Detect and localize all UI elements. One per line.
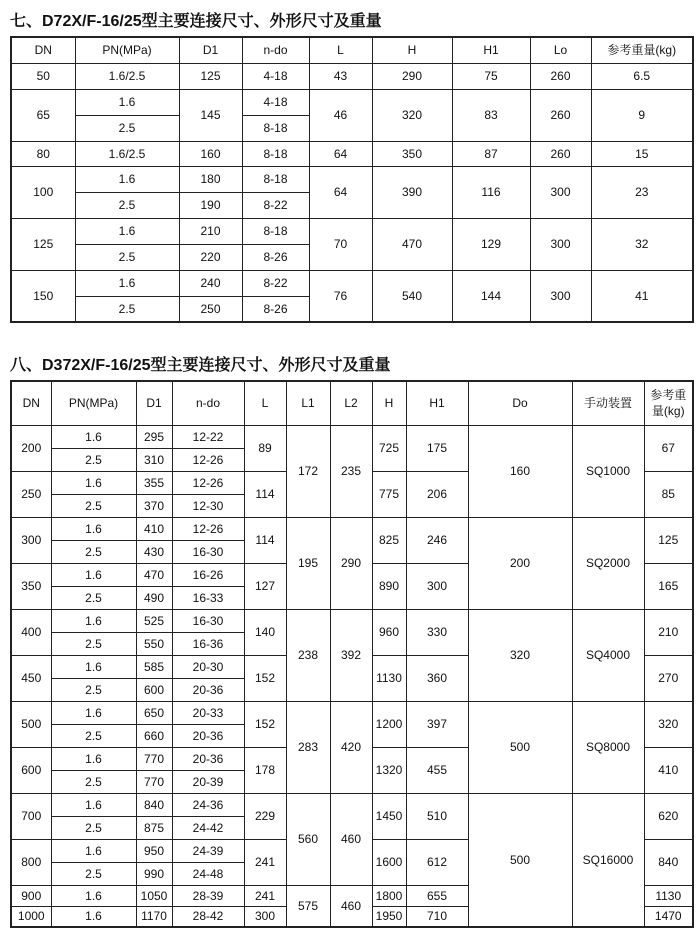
column-header: 参考重量(kg): [644, 381, 693, 425]
table-cell: 6.5: [591, 63, 693, 89]
table-cell: 455: [406, 747, 468, 793]
table-cell: SQ16000: [572, 793, 644, 927]
table-cell: 20-36: [172, 747, 244, 770]
table-cell: 770: [136, 747, 172, 770]
column-header: Do: [468, 381, 572, 425]
table-cell: 450: [11, 655, 51, 701]
table-cell: 1.6: [51, 885, 136, 906]
table-cell: 114: [244, 517, 286, 563]
table-cell: 500: [468, 701, 572, 793]
table-cell: 160: [179, 141, 242, 166]
table-cell: 12-22: [172, 425, 244, 448]
table-cell: 190: [179, 192, 242, 218]
table-cell: 320: [468, 609, 572, 701]
table-cell: 600: [11, 747, 51, 793]
table-cell: 200: [11, 425, 51, 471]
table-cell: 2.5: [51, 862, 136, 885]
table-cell: 2.5: [51, 678, 136, 701]
table-cell: 2.5: [51, 540, 136, 563]
table-cell: 8-26: [242, 244, 309, 270]
column-header: PN(MPa): [51, 381, 136, 425]
column-header: L: [309, 37, 372, 63]
table-cell: 235: [330, 425, 372, 517]
table-cell: 116: [452, 166, 530, 218]
table-cell: 8-22: [242, 192, 309, 218]
table-cell: 550: [136, 632, 172, 655]
table-cell: 300: [244, 906, 286, 927]
table-cell: 210: [179, 218, 242, 244]
table-cell: 20-36: [172, 724, 244, 747]
table-cell: 241: [244, 839, 286, 885]
table-cell: 1130: [644, 885, 693, 906]
table-cell: 2.5: [51, 770, 136, 793]
table-cell: 600: [136, 678, 172, 701]
table-cell: 64: [309, 141, 372, 166]
table-cell: 360: [406, 655, 468, 701]
table-cell: 12-26: [172, 448, 244, 471]
table-cell: 370: [136, 494, 172, 517]
table-cell: 310: [136, 448, 172, 471]
table-row: [11, 141, 693, 166]
table-cell: 355: [136, 471, 172, 494]
table-cell: 20-33: [172, 701, 244, 724]
column-header: DN: [11, 37, 75, 63]
table-cell: 178: [244, 747, 286, 793]
table-cell: SQ4000: [572, 609, 644, 701]
column-header: 参考重量(kg): [591, 37, 693, 63]
table-cell: 320: [644, 701, 693, 747]
table-cell: 125: [11, 218, 75, 270]
table-cell: 260: [530, 63, 591, 89]
table-cell: 70: [309, 218, 372, 270]
column-header: n-do: [172, 381, 244, 425]
table-cell: 16-30: [172, 540, 244, 563]
table-cell: 125: [644, 517, 693, 563]
table-cell: SQ1000: [572, 425, 644, 517]
table-cell: 240: [179, 270, 242, 296]
section8-title: 八、D372X/F-16/25型主要连接尺寸、外形尺寸及重量: [10, 357, 391, 374]
column-header: n-do: [242, 37, 309, 63]
table-cell: 1.6: [75, 166, 179, 192]
table-cell: 560: [286, 793, 330, 885]
table-cell: 1.6: [51, 655, 136, 678]
column-header: PN(MPa): [75, 37, 179, 63]
table-cell: 1000: [11, 906, 51, 927]
table-d72x: [10, 36, 694, 323]
table-cell: 840: [644, 839, 693, 885]
table-cell: 1050: [136, 885, 172, 906]
table-cell: 470: [136, 563, 172, 586]
header-row: [11, 381, 693, 425]
table-cell: 16-30: [172, 609, 244, 632]
table-cell: 840: [136, 793, 172, 816]
table-cell: 20-36: [172, 678, 244, 701]
table-row: [11, 701, 693, 724]
table-cell: 1450: [372, 793, 406, 839]
table-cell: 41: [591, 270, 693, 322]
table-cell: 500: [468, 793, 572, 927]
table-cell: 4-18: [242, 63, 309, 89]
table-cell: 175: [406, 425, 468, 471]
table-cell: 1.6/2.5: [75, 63, 179, 89]
table-cell: 250: [11, 471, 51, 517]
table-cell: 144: [452, 270, 530, 322]
table-cell: 1600: [372, 839, 406, 885]
table-cell: 612: [406, 839, 468, 885]
table-cell: 1.6: [51, 747, 136, 770]
table-cell: 87: [452, 141, 530, 166]
table-cell: 290: [330, 517, 372, 609]
table-cell: 43: [309, 63, 372, 89]
table-cell: 585: [136, 655, 172, 678]
table-cell: 2.5: [51, 586, 136, 609]
table-cell: 160: [468, 425, 572, 517]
table-cell: 1800: [372, 885, 406, 906]
table-cell: 210: [644, 609, 693, 655]
table-cell: 1.6: [51, 517, 136, 540]
table-cell: 28-42: [172, 906, 244, 927]
table-cell: 150: [11, 270, 75, 322]
column-header: H: [372, 37, 452, 63]
table-cell: 300: [11, 517, 51, 563]
table-cell: 950: [136, 839, 172, 862]
table-cell: 32: [591, 218, 693, 270]
column-header: L: [244, 381, 286, 425]
table-cell: 392: [330, 609, 372, 701]
column-header: D1: [136, 381, 172, 425]
table-cell: 1.6: [75, 270, 179, 296]
table-cell: 410: [136, 517, 172, 540]
table-cell: 1.6: [51, 906, 136, 927]
table-row: [11, 89, 693, 115]
table-cell: 229: [244, 793, 286, 839]
table-cell: 660: [136, 724, 172, 747]
table-cell: 525: [136, 609, 172, 632]
table-cell: 420: [330, 701, 372, 793]
table-cell: 700: [11, 793, 51, 839]
table-row: [11, 270, 693, 296]
table-cell: 50: [11, 63, 75, 89]
table-cell: 1170: [136, 906, 172, 927]
table-cell: 300: [406, 563, 468, 609]
table-cell: 400: [11, 609, 51, 655]
table-cell: 1.6: [51, 793, 136, 816]
table-cell: 46: [309, 89, 372, 141]
table-cell: 1.6: [75, 89, 179, 115]
table-cell: 80: [11, 141, 75, 166]
table-cell: 180: [179, 166, 242, 192]
table-cell: 2.5: [51, 448, 136, 471]
table-cell: 12-26: [172, 517, 244, 540]
table-cell: 23: [591, 166, 693, 218]
table-cell: 2.5: [75, 192, 179, 218]
table-cell: 330: [406, 609, 468, 655]
table-cell: 76: [309, 270, 372, 322]
column-header: L1: [286, 381, 330, 425]
table-cell: 172: [286, 425, 330, 517]
table-cell: 9: [591, 89, 693, 141]
table-cell: 127: [244, 563, 286, 609]
table-cell: 2.5: [75, 115, 179, 141]
table-cell: 24-48: [172, 862, 244, 885]
table-cell: 4-18: [242, 89, 309, 115]
table-d372x: [10, 380, 694, 928]
table-cell: 2.5: [51, 724, 136, 747]
table-cell: 8-22: [242, 270, 309, 296]
table-cell: 8-18: [242, 115, 309, 141]
header-row: [11, 37, 693, 63]
table-cell: 1.6: [51, 563, 136, 586]
table-cell: SQ8000: [572, 701, 644, 793]
table-cell: 152: [244, 701, 286, 747]
table-cell: 390: [372, 166, 452, 218]
table-cell: 145: [179, 89, 242, 141]
table-cell: 260: [530, 141, 591, 166]
table-cell: 16-33: [172, 586, 244, 609]
table-cell: 85: [644, 471, 693, 517]
table-cell: 295: [136, 425, 172, 448]
table-cell: 8-26: [242, 296, 309, 322]
table-cell: 125: [179, 63, 242, 89]
column-header: Lo: [530, 37, 591, 63]
table-cell: 260: [530, 89, 591, 141]
table-cell: 500: [11, 701, 51, 747]
table-cell: 195: [286, 517, 330, 609]
table-row: [11, 63, 693, 89]
table-cell: 397: [406, 701, 468, 747]
table-cell: 540: [372, 270, 452, 322]
table-cell: 15: [591, 141, 693, 166]
table-cell: 16-26: [172, 563, 244, 586]
table-cell: 2.5: [51, 816, 136, 839]
table-cell: 2.5: [51, 632, 136, 655]
table-cell: 1320: [372, 747, 406, 793]
table-cell: 2.5: [75, 244, 179, 270]
table-cell: 89: [244, 425, 286, 471]
column-header: D1: [179, 37, 242, 63]
table-cell: 200: [468, 517, 572, 609]
table-cell: 8-18: [242, 141, 309, 166]
table-cell: 1200: [372, 701, 406, 747]
table-row: [11, 218, 693, 244]
table-cell: 1470: [644, 906, 693, 927]
table-cell: 238: [286, 609, 330, 701]
table-cell: 152: [244, 655, 286, 701]
column-header: H1: [406, 381, 468, 425]
table-cell: 1950: [372, 906, 406, 927]
table-cell: 575: [286, 885, 330, 927]
table-cell: 725: [372, 425, 406, 471]
table-cell: 28-39: [172, 885, 244, 906]
table-cell: 620: [644, 793, 693, 839]
table-cell: 875: [136, 816, 172, 839]
table-cell: 114: [244, 471, 286, 517]
table-cell: 83: [452, 89, 530, 141]
table-cell: 165: [644, 563, 693, 609]
table-row: [11, 609, 693, 632]
table-cell: 300: [530, 166, 591, 218]
table-cell: 67: [644, 425, 693, 471]
table-cell: 510: [406, 793, 468, 839]
table-cell: 20-30: [172, 655, 244, 678]
table-cell: 1.6: [51, 609, 136, 632]
table-cell: 460: [330, 885, 372, 927]
table-cell: 206: [406, 471, 468, 517]
table-cell: 64: [309, 166, 372, 218]
table-cell: 490: [136, 586, 172, 609]
table-cell: 800: [11, 839, 51, 885]
table-cell: 655: [406, 885, 468, 906]
table-cell: 24-39: [172, 839, 244, 862]
column-header: 手动装置: [572, 381, 644, 425]
table-cell: 140: [244, 609, 286, 655]
table-cell: 20-39: [172, 770, 244, 793]
table-cell: 129: [452, 218, 530, 270]
table-cell: 8-18: [242, 218, 309, 244]
table-row: [11, 425, 693, 448]
table-cell: 241: [244, 885, 286, 906]
table-cell: 100: [11, 166, 75, 218]
column-header: L2: [330, 381, 372, 425]
table-cell: 470: [372, 218, 452, 270]
table-cell: 410: [644, 747, 693, 793]
table-cell: 290: [372, 63, 452, 89]
table-cell: 12-26: [172, 471, 244, 494]
table-cell: 1.6: [51, 425, 136, 448]
table-cell: 770: [136, 770, 172, 793]
table-cell: 24-42: [172, 816, 244, 839]
table-cell: 270: [644, 655, 693, 701]
table-cell: 710: [406, 906, 468, 927]
column-header: H: [372, 381, 406, 425]
table-cell: 300: [530, 270, 591, 322]
table-cell: 460: [330, 793, 372, 885]
table-cell: 250: [179, 296, 242, 322]
table-cell: 65: [11, 89, 75, 141]
table-cell: 300: [530, 218, 591, 270]
table-cell: 75: [452, 63, 530, 89]
table-cell: 1.6: [75, 218, 179, 244]
column-header: H1: [452, 37, 530, 63]
table-cell: 990: [136, 862, 172, 885]
table-cell: 775: [372, 471, 406, 517]
table-row: [11, 793, 693, 816]
table-cell: 2.5: [75, 296, 179, 322]
table-cell: 12-30: [172, 494, 244, 517]
table-cell: 890: [372, 563, 406, 609]
table-cell: 825: [372, 517, 406, 563]
table-cell: 960: [372, 609, 406, 655]
table-cell: 24-36: [172, 793, 244, 816]
table-cell: 220: [179, 244, 242, 270]
table-cell: 430: [136, 540, 172, 563]
table-row: [11, 166, 693, 192]
table-cell: 900: [11, 885, 51, 906]
table-cell: 1.6: [51, 839, 136, 862]
table-cell: 1.6: [51, 471, 136, 494]
table-cell: 2.5: [51, 494, 136, 517]
table-cell: 1.6: [51, 701, 136, 724]
table-cell: 650: [136, 701, 172, 724]
table-cell: 350: [11, 563, 51, 609]
table-cell: 350: [372, 141, 452, 166]
table-cell: 16-36: [172, 632, 244, 655]
table-cell: 246: [406, 517, 468, 563]
table-cell: 320: [372, 89, 452, 141]
table-cell: 283: [286, 701, 330, 793]
section7-title: 七、D72X/F-16/25型主要连接尺寸、外形尺寸及重量: [10, 13, 382, 30]
table-cell: 1.6/2.5: [75, 141, 179, 166]
table-cell: 8-18: [242, 166, 309, 192]
column-header: DN: [11, 381, 51, 425]
table-row: [11, 517, 693, 540]
table-cell: SQ2000: [572, 517, 644, 609]
table-cell: 1130: [372, 655, 406, 701]
